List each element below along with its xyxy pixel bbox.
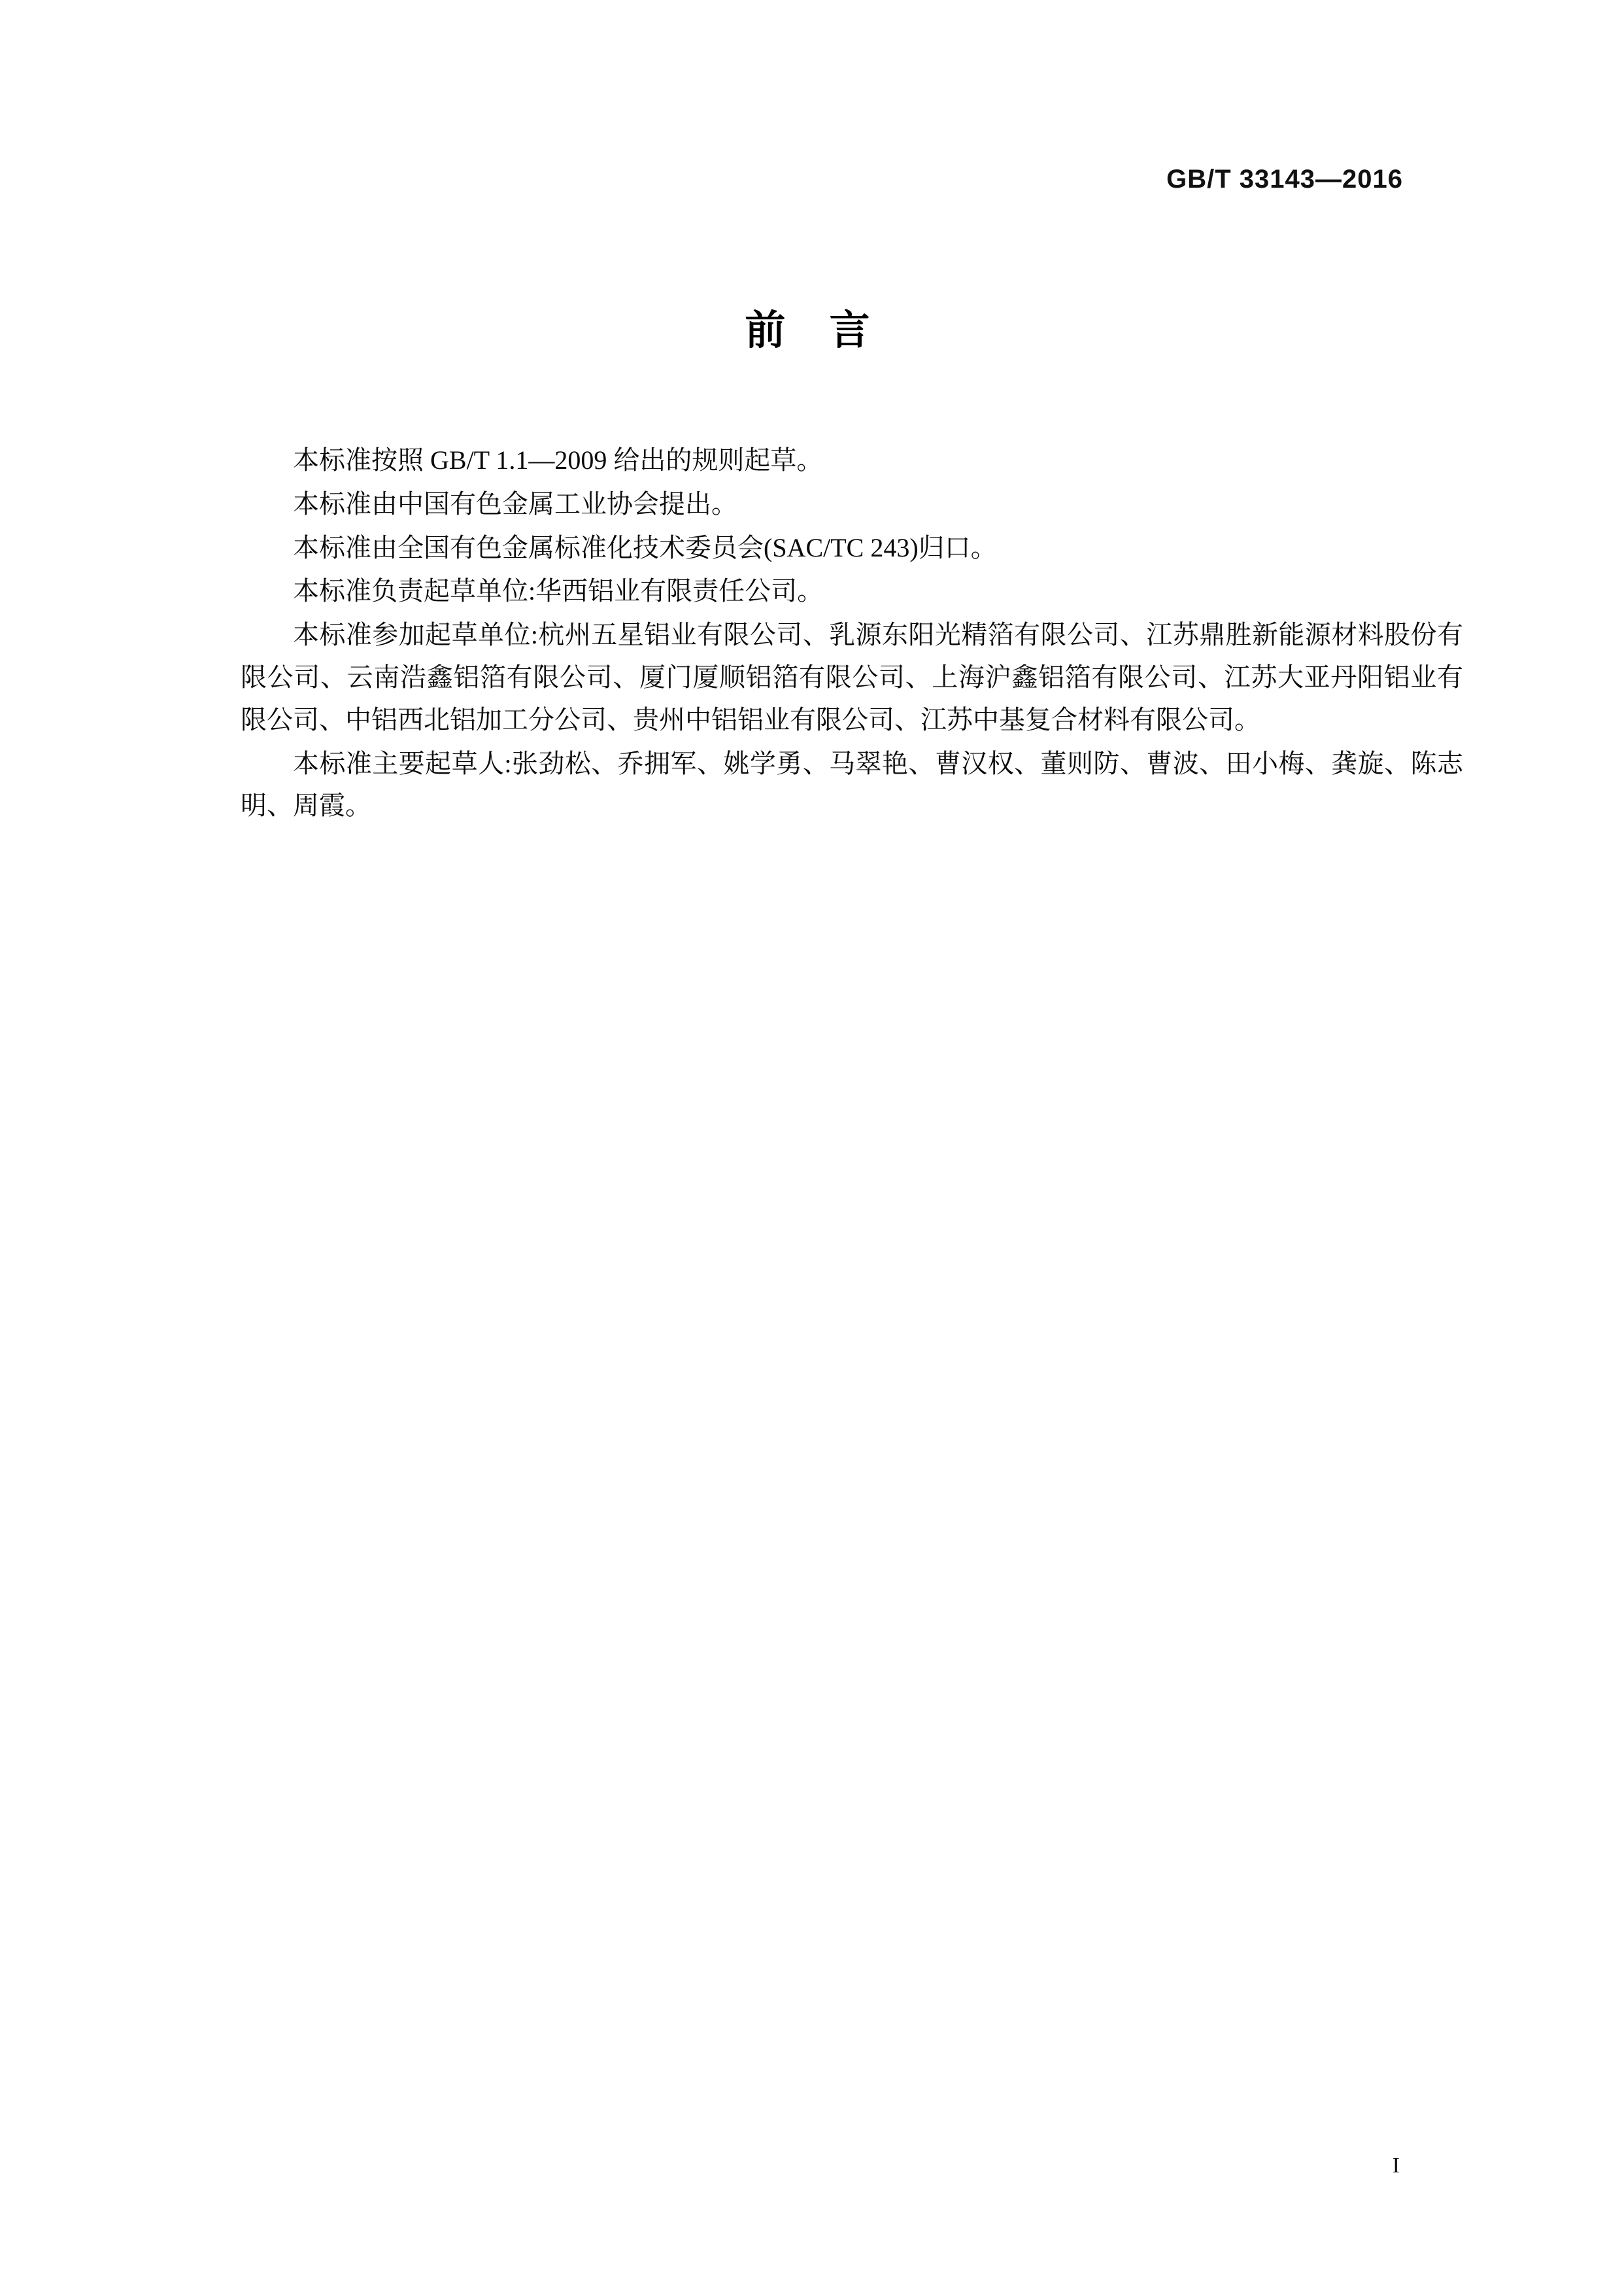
foreword-paragraph: 本标准负责起草单位:华西铝业有限责任公司。 [293,576,824,606]
page-title-char-1: 前 [745,306,793,354]
foreword-paragraph: 本标准主要起草人:张劲松、乔拥军、姚学勇、马翠艳、曹汉权、董则防、曹波、田小梅、龚旋、陈志明、周霞。 [241,748,1463,821]
page-title-char-2: 言 [829,306,877,354]
page-header-standard-number: GB/T 33143—2016 [1166,165,1403,194]
page-title [0,298,1622,356]
foreword-body [241,439,1463,829]
foreword-paragraph: 本标准由全国有色金属标准化技术委员会(SAC/TC 243)归口。 [293,532,997,562]
foreword-paragraph: 本标准按照 GB/T 1.1—2009 给出的规则起草。 [293,445,823,475]
foreword-paragraph: 本标准由中国有色金属工业协会提出。 [293,488,737,519]
page-number: I [1392,2153,1400,2178]
foreword-paragraph: 本标准参加起草单位:杭州五星铝业有限公司、乳源东阳光精箔有限公司、江苏鼎胜新能源材料股份有限公司、云南浩鑫铝箔有限公司、厦门厦顺铝箔有限公司、上海沪鑫铝箔有限公司、江苏大亚丹阳铝业有限公司、中铝西北铝加工分公司、贵州中铝铝业有限公司、江苏中基复合材料有限公司。 [241,620,1463,734]
